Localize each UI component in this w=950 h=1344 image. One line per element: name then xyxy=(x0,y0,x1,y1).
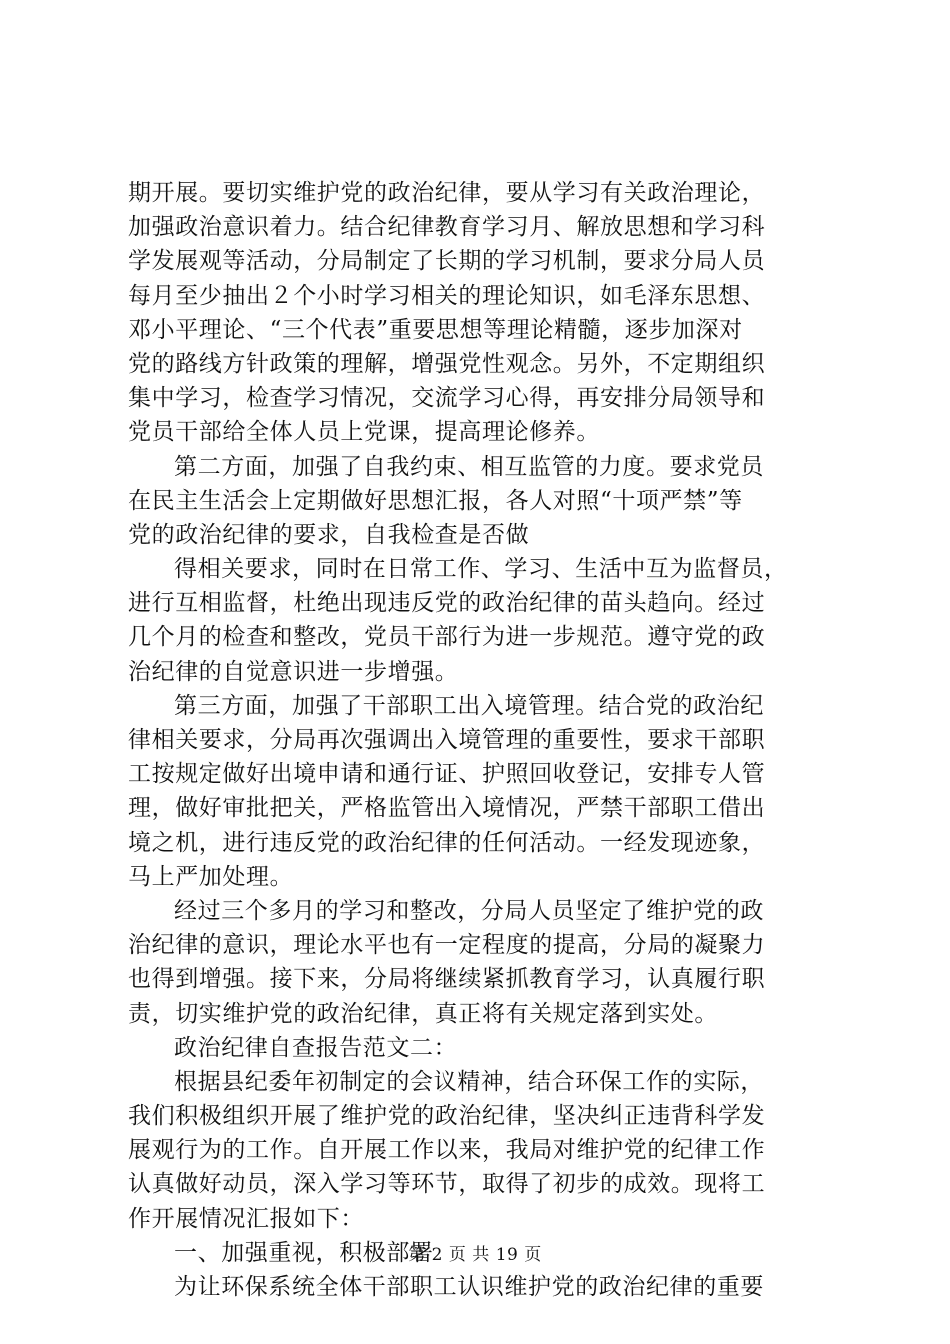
text-line: 集中学习，检查学习情况，交流学习心得，再安排分局领导和 xyxy=(128,385,766,412)
text-line: 经过三个多月的学习和整改，分局人员坚定了维护党的政 xyxy=(174,897,764,924)
text-line: 治纪律的自觉意识进一步增强。 xyxy=(128,658,459,685)
text-line: 责，切实维护党的政治纪律，真正将有关规定落到实处。 xyxy=(128,1000,718,1027)
text-line: 境之机，进行违反党的政治纪律的任何活动。一经发现迹象， xyxy=(128,829,766,856)
text-line: 第三方面，加强了干部职工出入境管理。结合党的政治纪 xyxy=(174,692,764,719)
text-line: 政治纪律自查报告范文二： xyxy=(174,1034,458,1061)
text-line: 我们积极组织开展了维护党的政治纪律，坚决纠正违背科学发 xyxy=(128,1103,766,1130)
text-line: 工按规定做好出境申请和通行证、护照回收登记，安排专人管 xyxy=(128,761,766,788)
text-line: 进行互相监督，杜绝出现违反党的政治纪律的苗头趋向。经过 xyxy=(128,590,766,617)
text-line: 加强政治意识着力。结合纪律教育学习月、解放思想和学习科 xyxy=(128,214,766,241)
text-line: 作开展情况汇报如下： xyxy=(128,1205,364,1232)
text-line: 每月至少抽出２个小时学习相关的理论知识，如毛泽东思想、 xyxy=(128,282,766,309)
text-line: 在民主生活会上定期做好思想汇报，各人对照“十项严禁”等 xyxy=(128,487,743,514)
text-line: 根据县纪委年初制定的会议精神，结合环保工作的实际， xyxy=(174,1068,764,1095)
text-line: 期开展。要切实维护党的政治纪律，要从学习有关政治理论， xyxy=(128,180,766,206)
text-line: 展观行为的工作。自开展工作以来，我局对维护党的纪律工作 xyxy=(128,1137,766,1164)
text-line: 治纪律的意识，理论水平也有一定程度的提高，分局的凝聚力 xyxy=(128,932,766,959)
text-line: 认真做好动员，深入学习等环节，取得了初步的成效。现将工 xyxy=(128,1171,766,1198)
text-line: 几个月的检查和整改，党员干部行为进一步规范。遵守党的政 xyxy=(128,624,766,651)
text-line: 得相关要求，同时在日常工作、学习、生活中互为监督员， xyxy=(174,556,788,583)
text-line: 律相关要求，分局再次强调出入境管理的重要性，要求干部职 xyxy=(128,727,766,753)
text-line: 邓小平理论、“三个代表”重要思想等理论精髓，逐步加深对 xyxy=(128,316,743,343)
document-body xyxy=(128,176,840,1304)
text-line: 学发展观等活动，分局制定了长期的学习机制，要求分局人员 xyxy=(128,248,766,275)
text-line: 理，做好审批把关，严格监管出入境情况，严禁干部职工借出 xyxy=(128,795,766,822)
text-line: 党的政治纪律的要求，自我检查是否做 xyxy=(128,521,530,548)
text-line: 一、加强重视，积极部署 xyxy=(174,1239,434,1266)
text-line: 第二方面，加强了自我约束、相互监管的力度。要求党员 xyxy=(174,453,764,480)
text-line: 党的路线方针政策的理解，增强党性观念。另外，不定期组织 xyxy=(128,350,766,377)
text-line: 为让环保系统全体干部职工认识维护党的政治纪律的重要 xyxy=(174,1274,764,1300)
text-line: 党员干部给全体人员上党课，提高理论修养。 xyxy=(128,419,600,446)
text-line: 马上严加处理。 xyxy=(128,863,294,890)
page-footer: 第 2 页 共 19 页 xyxy=(408,1245,542,1265)
text-line: 也得到增强。接下来，分局将继续紧抓教育学习，认真履行职 xyxy=(128,966,766,993)
